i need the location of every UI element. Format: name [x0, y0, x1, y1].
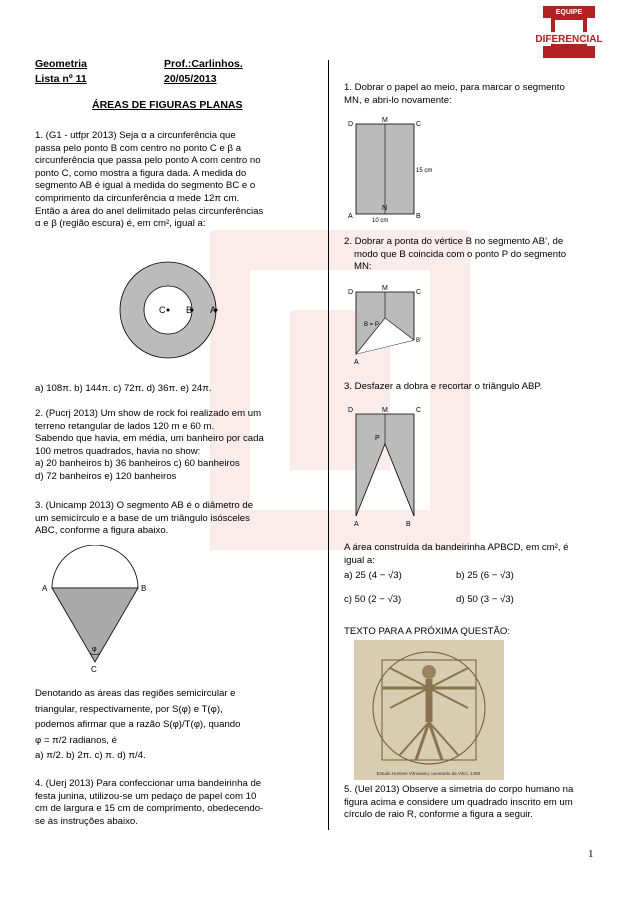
texto-heading: TEXTO PARA A PRÓXIMA QUESTÃO:	[344, 626, 510, 637]
label-m: M	[382, 285, 388, 292]
option-b: b) 25 (6 − √3)	[456, 570, 514, 581]
logo-top-text: EQUIPE	[555, 9, 583, 16]
step-1-text: 1. Dobrar o papel ao meio, para marcar o segmento MN, e abri-lo novamente:	[344, 82, 565, 106]
step-2-text: 2. Dobrar a ponta do vértice B no segmento AB’, de modo que B coincida com o ponto P do segmento MN:	[344, 236, 567, 273]
step-3-text: 3. Desfazer a dobra e recortar o triângulo ABP.	[344, 381, 543, 392]
label-15cm: 15 cm	[416, 168, 433, 174]
label-b: B	[416, 213, 421, 220]
label-c: C	[416, 121, 422, 128]
label-a: A	[210, 305, 217, 315]
label-d: D	[348, 289, 354, 296]
label-m: M	[382, 117, 388, 124]
question-1-text: 1. (G1 - utfpr 2013) Seja α a circunferência que passa pelo ponto B com centro no ponto C e β a circunferência que passa pelo ponto A com centro no ponto C, como mostra a figura dada. A medida do segmento AB é igual à medida do segmento BC e o comprimento da circunferência α mede 12π cm. Então a área do anel delimitado pelas circunferências α e β (região escura) é, em cm², igual a:	[35, 130, 264, 230]
logo-main-text: DIFERENCIAL	[535, 34, 603, 45]
option-d: d) 50 (3 − √3)	[456, 594, 514, 605]
label-c: C	[416, 407, 422, 414]
question-5-text: 5. (Uel 2013) Observe a simetria do corpo humano na figura acima e considere um quadrado inscrito em um círculo de raio R, conforme a figura a seguir.	[344, 784, 574, 821]
label-c: C	[416, 289, 422, 296]
label-b: B	[406, 521, 411, 528]
label-c: C	[159, 305, 166, 315]
ring-figure	[60, 260, 240, 365]
question-4-prompt: A área construída da bandeirinha APBCD, em cm², é igual a:	[344, 542, 569, 566]
question-3-continuation: Denotando as áreas das regiões semicircular e triangular, respectivamente, por S(φ) e T(φ), podemos afirmar que a razão S(φ)/T(φ), quando φ = π/2 radianos, é a) π/2. b) 2π. c) π. d) π/4.	[35, 688, 241, 761]
label-c: C	[91, 665, 97, 674]
label-phi: φ	[92, 646, 97, 653]
subject: Geometria	[35, 58, 87, 70]
option-a: a) 25 (4 − √3)	[344, 570, 402, 581]
label-a: A	[348, 213, 353, 220]
question-1-options: a) 108π. b) 144π. c) 72π. d) 36π. e) 24π.	[35, 383, 212, 394]
question-4-text: 4. (Uerj 2013) Para confeccionar uma bandeirinha de festa junina, utilizou-se um pedaço de papel com 10 cm de largura e 15 cm de comprimento, obedecendo- se às instruções abaixo.	[35, 778, 264, 827]
label-m: M	[382, 407, 388, 414]
vitruvian-man-image	[354, 640, 504, 780]
label-d: D	[348, 121, 354, 128]
semicircle-triangle-figure	[30, 545, 170, 675]
list-number: Lista nº 11	[35, 73, 87, 85]
question-3-text: 3. (Unicamp 2013) O segmento AB é o diâmetro de um semicírculo e a base de um triângulo isósceles ABC, conforme a figura abaixo.	[35, 500, 254, 537]
label-bp: B = P	[364, 322, 379, 328]
option-c: c) 50 (2 − √3)	[344, 594, 402, 605]
label-a: A	[354, 521, 359, 528]
page-number: 1	[588, 848, 594, 860]
flag-figure-3	[344, 400, 444, 530]
label-10cm: 10 cm	[372, 218, 389, 224]
label-d: D	[348, 407, 354, 414]
date: 20/05/2013	[164, 73, 217, 85]
image-caption: Estudo Homem Vitruviano, Leonardo da Vinci, 1490.	[376, 771, 482, 776]
label-b: B	[186, 305, 193, 315]
equipe-diferencial-logo	[535, 2, 603, 60]
question-2-text: 2. (Pucrj 2013) Um show de rock foi realizado em um terreno retangular de lados 120 m e 60 m. Sabendo que havia, em média, um banheiro por cada 100 metros quadrados, havia no show: a) 20 banheiros b) 36 banheiros c) 60 banheiros d) 72 banheiros e) 120 banheiros	[35, 408, 264, 482]
column-divider	[328, 60, 329, 830]
page-title: ÁREAS DE FIGURAS PLANAS	[92, 99, 243, 111]
teacher: Prof.:Carlinhos.	[164, 58, 243, 70]
rectangle-figure-1	[344, 112, 444, 224]
label-n: N	[382, 205, 388, 212]
folded-figure-2	[344, 282, 444, 368]
label-a: A	[42, 584, 48, 593]
label-b-prime: B’	[416, 338, 422, 344]
label-p: P	[375, 435, 380, 442]
label-a: A	[354, 359, 359, 366]
label-b: B	[141, 584, 147, 593]
